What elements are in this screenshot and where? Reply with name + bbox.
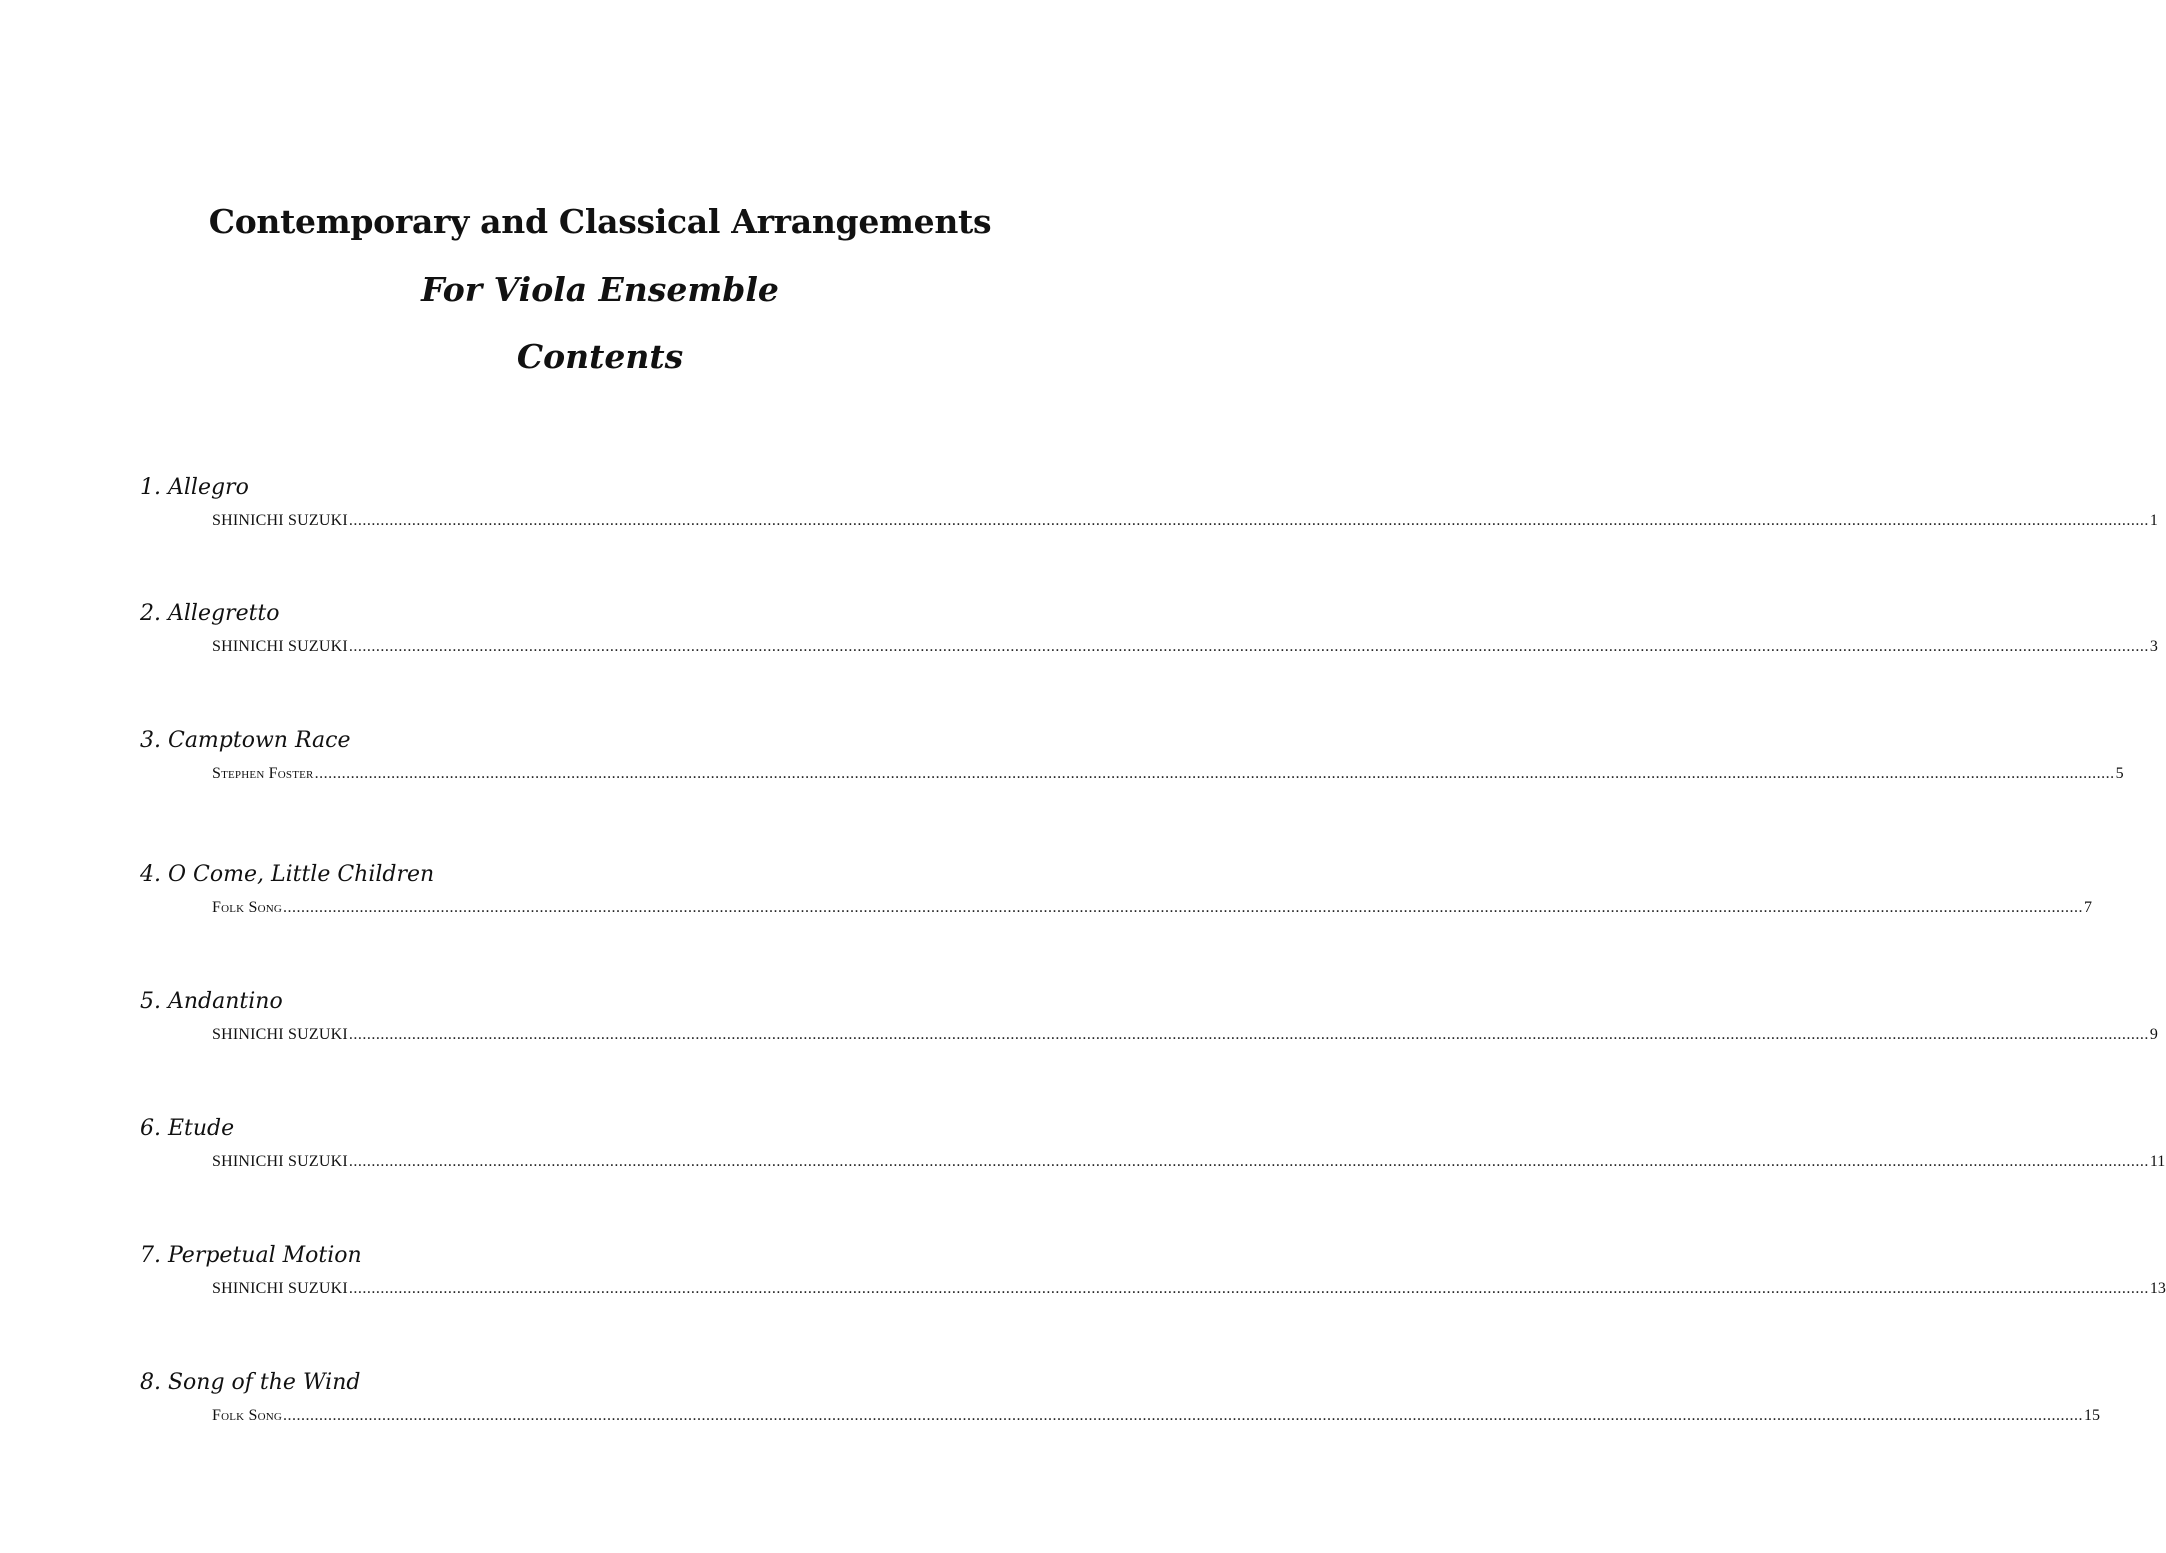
toc-entry-composer: SHINICHI SUZUKI (212, 1280, 348, 1297)
toc-entry (140, 474, 2158, 529)
document-title: Contemporary and Classical Arrangements (208, 202, 992, 241)
toc-entry (140, 1115, 2166, 1170)
toc-entry-composer: Folk Song (212, 899, 283, 916)
toc-entry-title: 7. Perpetual Motion (140, 1243, 362, 1268)
toc-entry-page: 11 (2149, 1153, 2166, 1170)
dot-leader: ................................................................................................................................................................................................................................................................................................................................................................................................................ (283, 899, 2084, 916)
toc-entry-line (212, 1279, 2166, 1299)
toc-entry-composer: SHINICHI SUZUKI (212, 512, 348, 529)
toc-entry-composer: SHINICHI SUZUKI (212, 638, 348, 655)
toc-entry-title: 3. Camptown Race (140, 728, 351, 753)
toc-entry-title: 8. Song of the Wind (140, 1370, 361, 1395)
toc-entry-composer: SHINICHI SUZUKI (212, 1153, 348, 1170)
toc-entry-page: 7 (2084, 899, 2093, 916)
toc-entry-title: 1. Allegro (140, 475, 249, 500)
toc-entry-page: 15 (2084, 1407, 2101, 1424)
dot-leader: ................................................................................................................................................................................................................................................................................................................................................................................................................ (314, 765, 2115, 782)
dot-leader: ................................................................................................................................................................................................................................................................................................................................................................................................................ (348, 1153, 2149, 1170)
toc-entry (140, 1369, 2101, 1424)
toc-entry-page: 9 (2149, 1026, 2158, 1043)
toc-entry (140, 727, 2124, 782)
dot-leader: ................................................................................................................................................................................................................................................................................................................................................................................................................ (283, 1407, 2084, 1424)
dot-leader: ................................................................................................................................................................................................................................................................................................................................................................................................................ (348, 512, 2149, 529)
toc-entry-page: 1 (2149, 512, 2158, 529)
toc-entry (140, 988, 2158, 1043)
toc-entry-composer: SHINICHI SUZUKI (212, 1026, 348, 1043)
toc-entry-page: 3 (2149, 638, 2158, 655)
toc-entry-page: 13 (2149, 1280, 2166, 1297)
document-subtitle: For Viola Ensemble (421, 270, 779, 309)
toc-entry-composer: Folk Song (212, 1407, 283, 1424)
toc-entry-line (212, 1406, 2101, 1426)
toc-entry-line (212, 511, 2158, 531)
toc-entry (140, 600, 2158, 655)
contents-heading: Contents (516, 337, 684, 376)
toc-entry (140, 861, 2093, 916)
toc-entry-title: 4. O Come, Little Children (140, 862, 435, 887)
toc-entry-line (212, 1152, 2166, 1172)
toc-entry-page: 5 (2115, 765, 2124, 782)
dot-leader: ................................................................................................................................................................................................................................................................................................................................................................................................................ (348, 638, 2149, 655)
toc-entry-line (212, 637, 2158, 657)
toc-entry-line (212, 764, 2124, 784)
toc-entry-line (212, 1025, 2158, 1045)
toc-entry-line (212, 898, 2093, 918)
toc-entry (140, 1242, 2166, 1297)
toc-entry-title: 6. Etude (140, 1116, 235, 1141)
dot-leader: ................................................................................................................................................................................................................................................................................................................................................................................................................ (348, 1280, 2149, 1297)
toc-entry-title: 2. Allegretto (140, 601, 280, 626)
toc-entry-title: 5. Andantino (140, 989, 283, 1014)
toc-entry-composer: Stephen Foster (212, 765, 314, 782)
dot-leader: ................................................................................................................................................................................................................................................................................................................................................................................................................ (348, 1026, 2149, 1043)
